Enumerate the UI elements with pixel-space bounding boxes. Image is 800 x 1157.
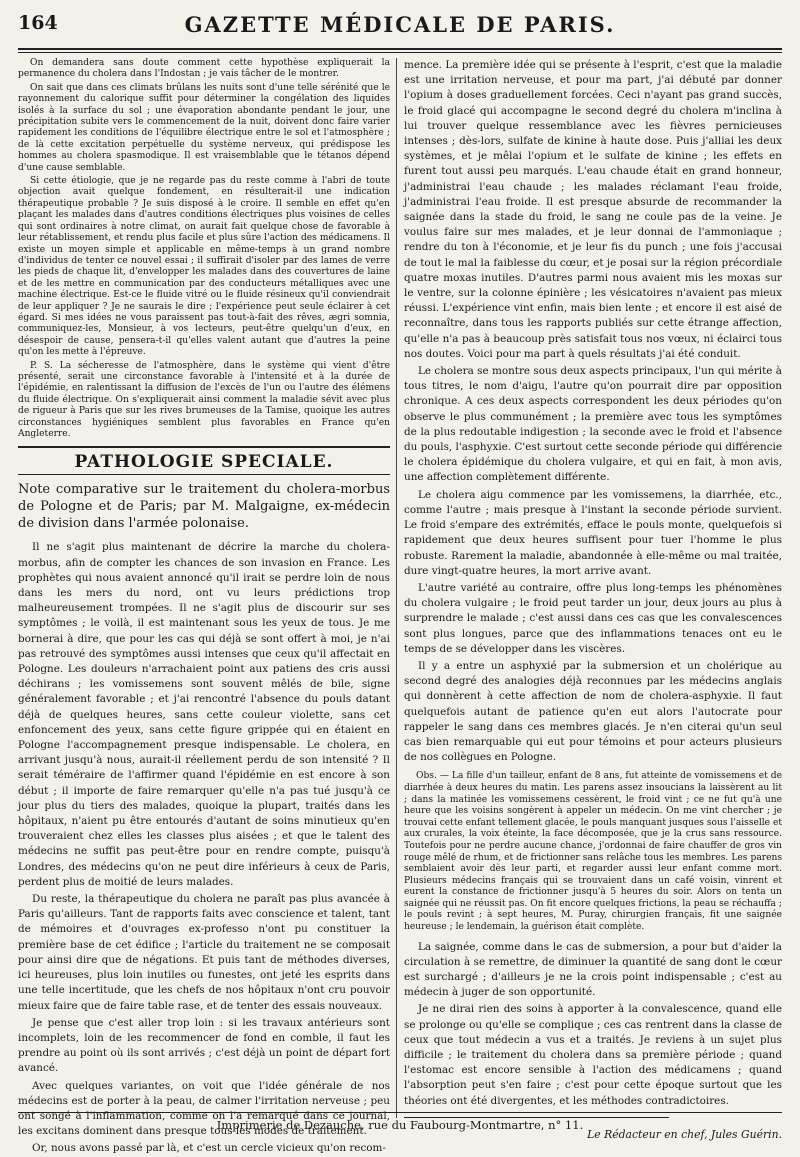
paragraph: Or, nous avons passé par là, et c'est un cercle vicieux qu'on recom- [32,1142,386,1155]
paragraph: mence. La première idée qui se présente à l'esprit, c'est que la maladie est une irritation nerveuse, et pour ma part, j'ai débuté par donner l'opium à doses graduellement forcées. Ceci n'ayant pas grand succès, le froid glacé qui accompagne le second degré du cholera m'inclina à lui trouver quelque ressemblance avec les fièvres pernicieuses intenses ; dès-lors, sulfate de kinine à haute dose. Puis j'alliai les deux systèmes, et je mêlai l'opium et le sulfate de kinine ; les effets en furent tout aussi peu marqués. L'eau chaude était en grand honneur, j'administrai l'eau chaude ; les malades réclamant l'eau froide, j'administrai l'eau froide. Il est presque absurde de recommander la saignée dans la stade du froid, le sang ne coule pas de la veine. Je voulus faire sur mes malades, et je leur donnai de l'ammoniaque ; rendre du ton à l'économie, et je leur fis du punch ; une fois j'accusai de tout le mal la faiblesse du cœur, et je posai sur la région précordiale quatre moxas inutiles. D'autres parmi nous avaient mis les moxas sur le ventre, sur la colonne épinière ; les vésicatoires n'avaient pas mieux réussi. L'expérience vint enfin, mais bien lente ; et encore il est aisé de reconnaître, dans tous les rapports publiés sur cette étrange affection, qu'elle n'a pas à beaucoup près satisfait tous nos vœux, ni éclairci tous nos doutes. Voici pour ma part à quels résultats j'ai été conduit. [404,59,782,360]
paragraph: L'autre variété au contraire, offre plus long-temps les phénomènes du cholera vulgaire ; le froid peut tarder un jour, deux jours au plus à surprendre le malade ; c'est aussi dans ces cas que les convalescences sont plus longues, parce que des inflammations tenaces ont eu le temps de se développer dans les viscères. [404,581,782,655]
paragraph: Je pense que c'est aller trop loin : si les travaux antérieurs sont incomplets, loin de les recommencer de fond en comble, il faut les prendre au point où ils sont arrivés ; c'est déjà un point de départ fort avancé. [18,1016,390,1075]
page-number: 164 [18,12,58,34]
section-rule-thin [18,474,390,475]
printer-imprint: Imprimerie de Dezauche, rue du Faubourg-Montmartre, n° 11. [216,1118,584,1132]
paragraph: La saignée, comme dans le cas de submersion, a pour but d'aider la circulation à se remettre, de diminuer la quantité de sang dont le cœur est surchargé ; d'ailleurs je ne la crois point indispensable ; c'est au médecin à juger de son opportunité. [404,940,782,999]
left-column [18,58,390,1155]
paragraph: Le cholera se montre sous deux aspects principaux, l'un qui mérite à tous titres, le nom d'aigu, l'autre qu'on pourrait dire par opposition chronique. A ces deux aspects correspondent les deux périodes qu'on observe le plus communément ; la première avec tous les symptômes de la plus redoutable indigestion ; la seconde avec le froid et l'absence du pouls, l'asphyxie. C'est surtout cette seconde période qui différencie le cholera épidémique du cholera vulgaire, et qui en fait, à mon avis, une affection complètement différente. [404,365,782,484]
page-header [18,8,782,48]
masthead-title: GAZETTE MÉDICALE DE PARIS. [184,12,616,37]
section-rule [18,446,390,448]
right-column [404,58,782,1141]
column-divider [396,58,397,1118]
paragraph: Avec quelques variantes, on voit que l'idée générale de nos médecins est de porter à la peau, de calmer l'irritation nerveuse ; peu ont songé à l'inflammation, comme on l'a remarqué dans ce journal, les excitans dominent dans presque tous les modes de traitement. [18,1079,390,1138]
postscript: P. S. La sécheresse de l'atmosphère, dans le système qui vient d'être présenté, serait une circonstance favorable à l'intensité et à la durée de l'épidémie, en ralentissant la diffusion de l'excès de l'un ou l'autre des élémens du fluide électrique. On s'expliquerait ainsi comment la maladie sévit avec plus de rigueur à Paris que sur les rives brumeuses de la Tamise, quoique les autres circonstances hygiéniques semblent plus favorables en France qu'en Angleterre. [18,360,390,439]
paragraph: Du reste, la thérapeutique du cholera ne paraît pas plus avancée à Paris qu'ailleurs. Tant de rapports faits avec conscience et talent, tant de mémoires et d'ouvrages ex-professo n'ont pu constituer la première base de cet édifice ; l'article du traitement ne se composait pour ainsi dire que de négations. Et puis tant de méthodes diverses, ici heureuses, plus loin inutiles ou funestes, ont jeté les esprits dans une telle incertitude, que les chefs de nos hôpitaux n'ont cru pouvoir mieux faire que de faire table rase, et de tenter des essais nouveaux. [18,893,390,1012]
observation-note: Obs. — La fille d'un tailleur, enfant de 8 ans, fut atteinte de vomissemens et de diarrhée à deux heures du matin. Les parens assez insoucians la laissèrent au lit ; dans la matinée les vomissemens cessèrent, le froid vint ; ce ne fut qu'à une heure que les voisins songèrent à appeler un médecin. On me vint chercher ; je trouvai cette enfant tellement glacée, le pouls manquant jusques sous l'aisselle et aux crurales, la voix éteinte, la face décomposée, que je la crus sans ressource. Toutefois pour ne perdre aucune chance, j'ordonnai de faire chauffer de gros vin rouge mêlé de rhum, et de frictionner sans relâche tous les membres. Les parens semblaient avoir dès leur parti, et regarder aussi leur enfant comme mort. Plusieurs médecins français qui se trouvaient dans un café voisin, vinrent et eurent la constance de frictionner jusqu'à 5 heures du soir. Alors on tenta un saignée qui ne réussit pas. On fit encore quelques frictions, la peau se réchauffa ; le pouls revint ; à sept heures, M. Puray, chirurgien français, fit une saignée heureuse ; le lendemain, la guérison était complète. [404,771,782,933]
article-title: Note comparative sur le traitement du cholera-morbus de Pologne et de Paris; par M. Malgaigne, ex-médecin de division dans l'armée polonaise. [18,482,390,532]
editor-signature: Le Rédacteur en chef, Jules Guérin. [587,1127,782,1141]
paragraph: Si cette étiologie, que je ne regarde pas du reste comme à l'abri de toute objection avait quelque fondement, en résulterait-il une indication thérapeutique probable ? Je suis disposé à le croire. Il semble en effet qu'en plaçant les malades dans d'autres conditions électriques plus voisines de celles qui sont ordinaires à notre climat, on aurait fait quelque chose de favorable à leur rétablissement, et rendu plus facile et plus sûre l'action des médicamens. Il existe un moyen simple et applicable en même-temps à un grand nombre d'individus de tenter ce nouvel essai ; il suffirait d'isoler par des lames de verre les pieds de chaque lit, d'envelopper les malades dans des couvertures de laine et de les mettre en communication par des conducteurs métalliques avec une machine électrique. Est-ce le fluide vitré ou le fluide résineux qu'il conviendrait de leur appliquer ? Je ne saurais le dire ; l'expérience peut seule éclairer à cet égard. Si mes idées ne vous paraissent pas tout-à-fait des rêves, ægri somnia, communiquez-les, Monsieur, à vos lecteurs, peut-être quelqu'un d'eux, en désespoir de cause, pensera-t-il qu'elles valent autant que d'autres la peine qu'on les mette à l'épreuve. [18,176,390,358]
paragraph: Le cholera aigu commence par les vomissemens, la diarrhée, etc., comme l'autre ; mais presque à l'instant la seconde période survient. Le froid s'empare des extrémités, efface le pouls monte, quelquefois si rapidement que deux heures suffisent pour tuer l'homme le plus robuste. Rarement la maladie, abandonnée à elle-même ou mal traitée, dure vingt-quatre heures, la mort arrive avant. [404,488,782,577]
paragraph: Il ne s'agit plus maintenant de décrire la marche du cholera-morbus, afin de compter les chances de son invasion en France. Les prophètes qui nous avaient annoncé qu'il irait se perdre loin de nous dans les mers du nord, ont vu leurs prédictions trop malheureusement trompées. Il ne s'agit plus de discourir sur ses symptômes ; le voilà, il est maintenant sous les yeux de tous. Je me bornerai à dire, que pour les cas qui déjà se sont offert à moi, je n'ai pas retrouvé des symptômes aussi intenses que ceux qu'il affectait en Pologne. Les douleurs n'arrachaient point aux patiens des cris aussi déchirans ; les vomissemens sont souvent mêlés de bile, signe généralement favorable ; et j'ai rencontré l'absence du pouls datant déjà de quelques heures, sans cette couleur violette, sans cet enfoncement des yeux, sans cette figure grippée qui en étaient en Pologne l'accompagnement presque indispensable. Le cholera, en arrivant jusqu'à nous, aurait-il réellement perdu de son intensité ? Il serait téméraire de l'affirmer quand l'épidémie en est encore à son début ; il importe de faire remarquer qu'elle n'a pas tué jusqu'à ce jour plus du tiers des malades, quoique la plupart, traités dans les hôpitaux, n'aient pu être entourés d'autant de soins minutieux qu'en trouveraient chez elles les classes plus aisées ; et que le talent des médecins ne suffit pas peut-être pour en rendre compte, puisqu'à Londres, des médecins qu'on ne peut dire inférieurs à ceux de Paris, perdent plus de moitié de leurs malades. [18,541,390,888]
header-rule [18,48,782,50]
paragraph: Il y a entre un asphyxié par la submersion et un cholérique au second degré des analogies déjà reconnues par les médecins anglais qui donnèrent à cette affection de nom de cholera-asphyxie. Il faut quelquefois autant de patience qu'en eut alors l'autocrate pour rappeler le sang dans ces membres glacés. Je n'en citerai qu'un seul cas bien remarquable qui eut pour témoins et pour acteurs plusieurs de nos collègues en Pologne. [404,659,782,764]
header-rule-thin [18,52,782,53]
paragraph: Je ne dirai rien des soins à apporter à la convalescence, quand elle se prolonge ou qu'elle se complique ; ces cas rentrent dans la classe de ceux que tout médecin a vus et a traités. Je reviens à un sujet plus difficile ; le traitement du cholera dans sa première période ; quand l'estomac est encore sensible à l'action des médicamens ; quand l'absorption peut s'en faire ; c'est pour cette époque surtout que les théories ont été divergentes, et les méthodes contradictoires. [404,1003,782,1107]
paragraph: On demandera sans doute comment cette hypothèse expliquerait la permanence du cholera dans l'Indostan ; je vais tâcher de le montrer. [18,58,390,80]
section-title: PATHOLOGIE SPECIALE. [74,452,334,473]
paragraph: On sait que dans ces climats brûlans les nuits sont d'une telle sérénité que le rayonnement du calorique suffit pour déterminer la congélation des liquides isolés à la surface du sol ; une évaporation abondante pendant le jour, une précipitation subite vers le commencement de la nuit, doivent donc faire varier rapidement les conditions de l'équilibre électrique entre le sol et l'atmosphère ; de là cette excitation perpétuelle du système nerveux, qui prédispose les hommes au cholera spasmodique. Il est vraisemblable que le tétanos dépend d'une cause semblable. [18,82,390,173]
footer-rule [18,1112,782,1113]
